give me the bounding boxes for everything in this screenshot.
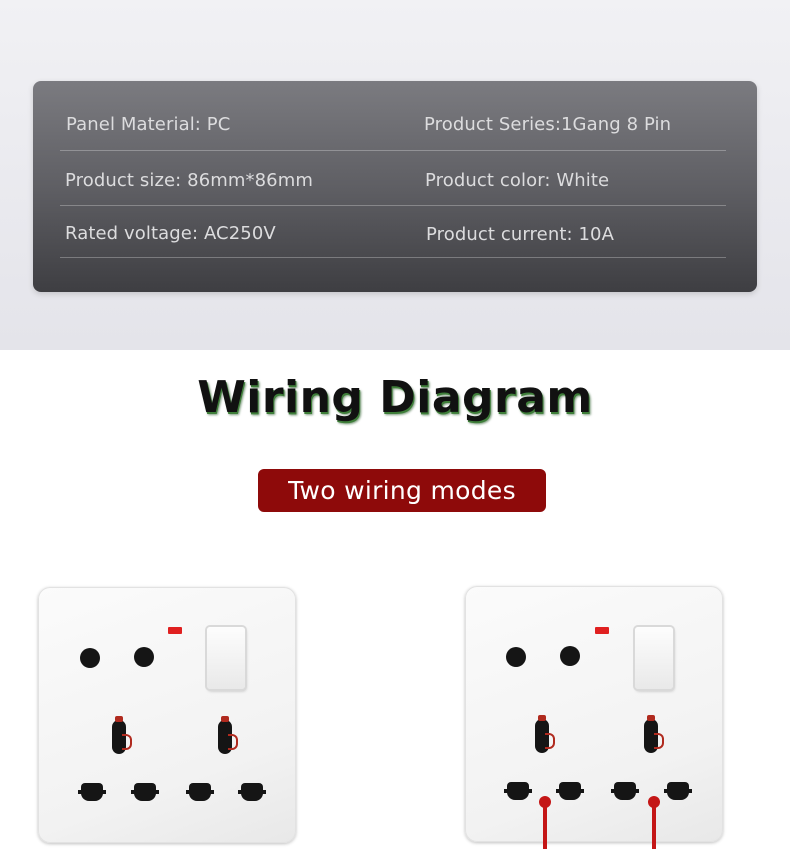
wiring-diagram-title: Wiring Diagram	[197, 372, 593, 423]
flat-pin-hole	[189, 783, 211, 801]
wire-line	[652, 802, 656, 849]
spec-panel	[33, 81, 757, 292]
spec-divider	[60, 150, 726, 151]
wiring-modes-badge: Two wiring modes	[258, 469, 546, 512]
wire-line	[543, 802, 547, 849]
spec-panel-material: Panel Material: PC	[66, 114, 231, 135]
earth-pin-hole	[112, 720, 126, 754]
flat-pin-hole	[667, 782, 689, 800]
spec-rated-voltage: Rated voltage: AC250V	[65, 223, 276, 244]
spec-product-series: Product Series:1Gang 8 Pin	[424, 114, 672, 135]
spec-product-color: Product color: White	[425, 170, 610, 191]
flat-pin-hole	[507, 782, 529, 800]
flat-pin-hole	[134, 783, 156, 801]
spec-divider	[60, 205, 726, 206]
spec-product-size: Product size: 86mm*86mm	[65, 170, 313, 191]
spec-divider	[60, 257, 726, 258]
round-pin-hole	[506, 647, 526, 667]
round-pin-hole	[80, 648, 100, 668]
round-pin-hole	[560, 646, 580, 666]
flat-pin-hole	[241, 783, 263, 801]
indicator-led	[168, 627, 182, 634]
round-pin-hole	[134, 647, 154, 667]
rocker-switch	[635, 627, 673, 689]
socket-panel-mode-1	[38, 587, 296, 843]
rocker-switch	[207, 627, 245, 689]
earth-pin-hole	[535, 719, 549, 753]
socket-panel-mode-2	[465, 586, 723, 842]
earth-pin-hole	[218, 720, 232, 754]
flat-pin-hole	[559, 782, 581, 800]
spec-product-current: Product current: 10A	[426, 224, 615, 245]
indicator-led	[595, 627, 609, 634]
earth-pin-hole	[644, 719, 658, 753]
flat-pin-hole	[81, 783, 103, 801]
flat-pin-hole	[614, 782, 636, 800]
